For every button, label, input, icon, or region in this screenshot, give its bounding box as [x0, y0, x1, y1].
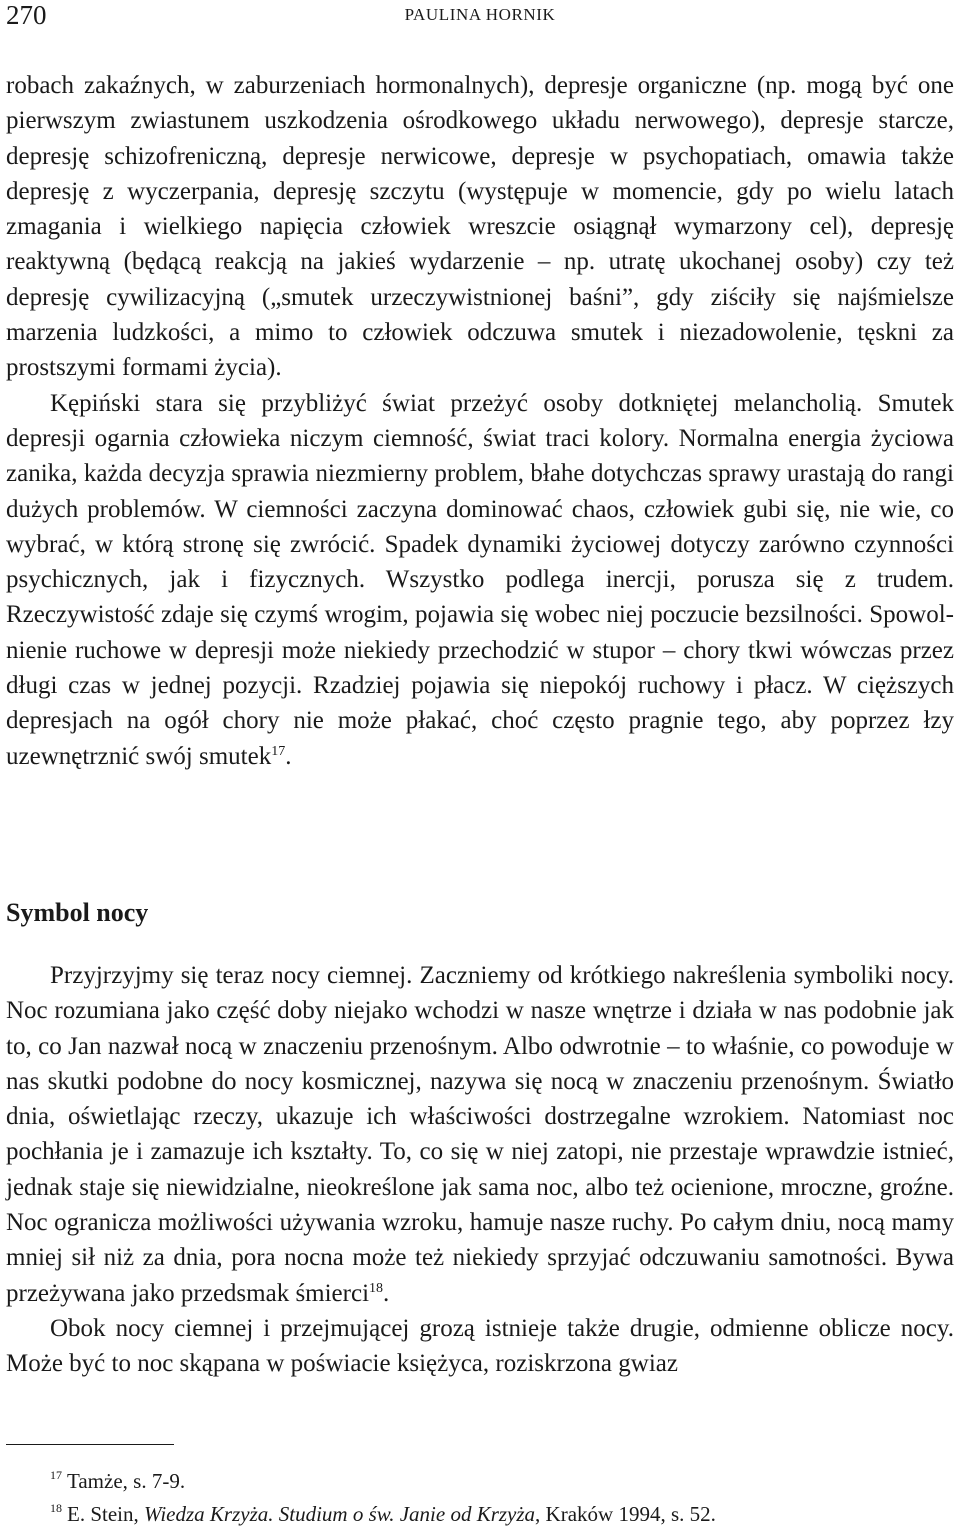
section-heading: Symbol nocy [6, 898, 149, 927]
footnote-author: E. Stein, [67, 1502, 144, 1526]
footnote-mark: 17 [50, 1468, 62, 1482]
footnote-book-title: Wiedza Krzyża. Studium o św. Janie od Krzyża [144, 1502, 536, 1526]
footnotes [50, 1466, 950, 1532]
footnote-17 [50, 1466, 950, 1499]
paragraph-night-other-face: Obok nocy ciemnej i przejmującej grozą istnieje także drugie, odmienne oblicze nocy. Może być to noc skąpana w poświacie księżyca, roziskrzona gwiaz [6, 1314, 954, 1378]
main-text-block [6, 68, 954, 774]
running-head: PAULINA HORNIK [404, 5, 556, 24]
footnote-18 [50, 1499, 950, 1532]
footnote-divider [6, 1444, 174, 1445]
section-text-block [6, 958, 954, 1382]
page-header [6, 0, 954, 34]
paragraph-night-symbolism: Przyjrzyjmy się teraz nocy ciemnej. Zaczniemy od krótkiego nakreślenia symboliki nocy. Noc rozumiana jako część doby niejako wchodzi w nasze wnętrze i działa w nas podobnie jak to, co Jan nazwał nocą w znaczeniu przenośnym. Albo odwrotnie – to właśnie, co powoduje w nas skutki podobne do nocy kosmicznej, nazywa się nocą w znaczeniu przenośnym. Światło dnia, oświetlając rzeczy, ukazuje ich właściwości dostrzegalne wzrokiem. Natomiast noc pochłania je i zamazuje ich kształty. To, co się w niej zatopi, nie przestaje wprawdzie istnieć, jednak staje się niewidzialne, nieokreślone jak sama noc, albo też ocienione, mroczne, groźne. Noc ogranicza możliwości używania wzroku, hamuje nasze ruchy. Po całym dniu, nocą mamy mniej sił niż za dnia, pora nocna może też niekiedy sprzyjać odczuwaniu samotności. Bywa przeżywana jako przedsmak śmierci$^{18}$. [6, 962, 954, 1307]
footnote-text: Tamże, s. 7-9. [67, 1469, 186, 1493]
footnote-ref-18[interactable]: 18 [369, 1280, 384, 1296]
page-number: 270 [6, 0, 47, 30]
paragraph-depression-types: robach zakaźnych, w zaburzeniach hormonalnych), depresje organiczne (np. mogą być one pierwszym zwiastunem uszkodzenia ośrodkowego układu nerwowego), depresje starcze, depresję schizofreniczną, depresje nerwicowe, depresje w psychopatiach, omawia także depresję z wyczerpania, depresję szczytu (występuje w momencie, gdy po wielu latach zmagania i wielkiego napięcia człowiek wreszcie osiągnął wymarzony cel), depresję reaktywną (będącą reakcją na jakieś wydarzenie – np. utratę ukochanej osoby) czy też depresję cywilizacyjną („smutek urzeczywistnionej baśni”, gdy ziściły się najśmielsze marzenia ludzkości, a mimo to człowiek odczuwa smutek i niezadowolenie, tęskni za prostszymi formami życia). [6, 72, 954, 382]
footnote-publication: , Kraków 1994, s. 52. [535, 1502, 716, 1526]
paragraph-kepinski: Kępiński stara się przybliżyć świat przeżyć osoby dotkniętej melancholią. Smutek depresji ogarnia człowieka niczym ciemność, świat traci kolory. Normalna energia życiowa zanika, każda decyzja sprawia niezmierny problem, błahe dotychczas sprawy urastają do rangi dużych problemów. W ciemności zaczyna dominować chaos, człowiek gubi się, nie wie, co wybrać, w którą stronę się zwrócić. Spadek dynamiki życiowej dotyczy zarówno czynności psychicznych, jak i fizycznych. Wszystko podlega inercji, porusza się z trudem. Rzeczywistość zdaje się czymś wrogim, pojawia się wobec niej poczucie bezsilności. Spowolnienie ruchowe w depresji może niekiedy przechodzić w stupor – chory tkwi wówczas przez długi czas w jednej pozycji. Rzadziej pojawia się niepokój ruchowy i płacz. W cięższych depresjach na ogół chory nie może płakać, choć często pragnie tego, aby poprzez łzy uzewnętrznić swój smutek$^{17}$. [6, 389, 954, 770]
footnote-mark: 18 [50, 1501, 62, 1515]
footnote-ref-17[interactable]: 17 [271, 743, 286, 759]
